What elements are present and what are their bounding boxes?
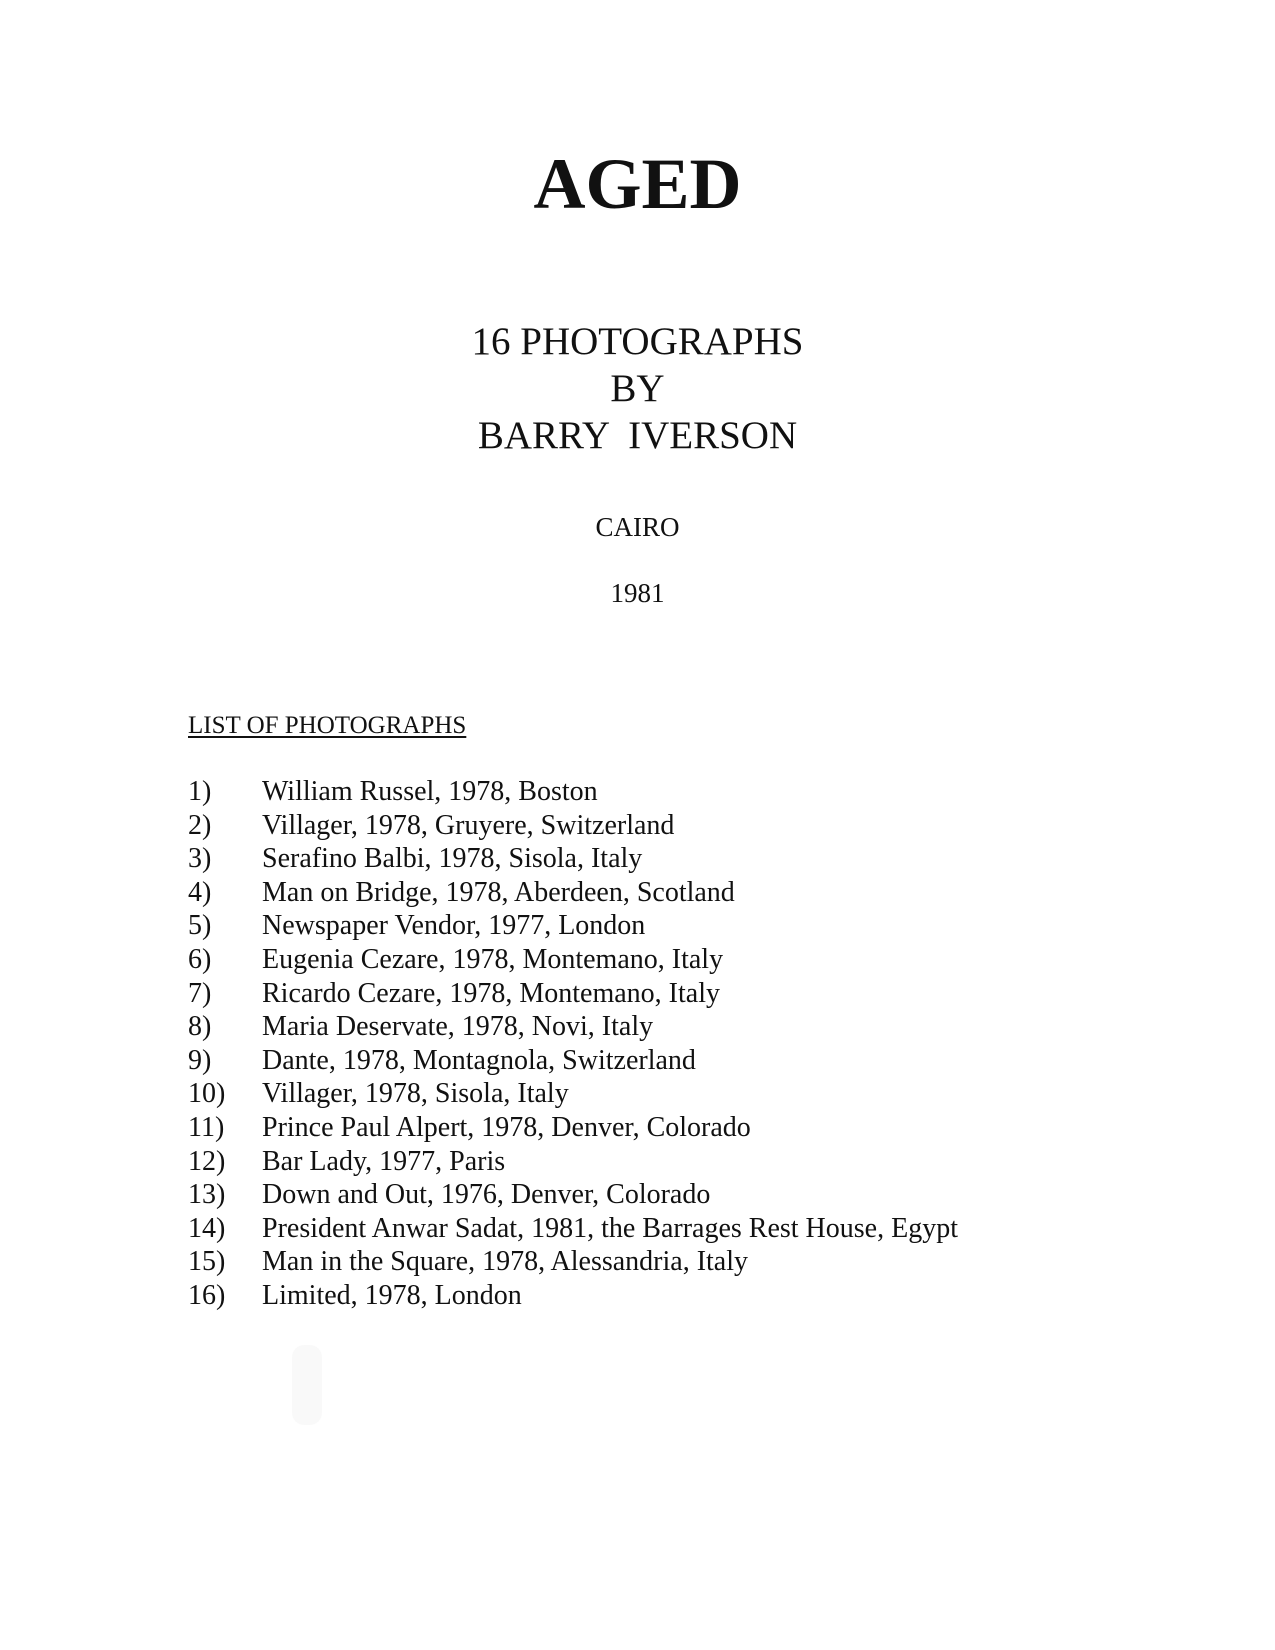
list-item-number: 12) [188, 1145, 226, 1177]
list-item-caption: Down and Out, 1976, Denver, Colorado [262, 1179, 711, 1211]
list-item-number: 7) [188, 977, 212, 1009]
list-item-caption: Eugenia Cezare, 1978, Montemano, Italy [262, 943, 724, 975]
list-item-caption: Villager, 1978, Gruyere, Switzerland [262, 809, 675, 841]
document-title: AGED [533, 144, 742, 224]
subtitle-line-count: 16 PHOTOGRAPHS [471, 320, 804, 363]
list-item [188, 977, 958, 1011]
list-item-number: 10) [188, 1078, 226, 1110]
list-item-number: 4) [188, 876, 212, 908]
list-item [188, 1044, 958, 1078]
list-item [188, 809, 958, 843]
list-item-number: 15) [188, 1246, 226, 1278]
list-item-caption: Bar Lady, 1977, Paris [262, 1145, 506, 1177]
list-item [188, 876, 958, 910]
list-item [188, 1245, 958, 1279]
list-item [188, 775, 958, 809]
list-item-number: 14) [188, 1212, 226, 1244]
list-heading: LIST OF PHOTOGRAPHS [188, 712, 467, 739]
list-item-number: 13) [188, 1179, 226, 1211]
list-item-number: 6) [188, 943, 212, 975]
subtitle-block [0, 318, 1275, 459]
list-item [188, 1145, 958, 1179]
list-item-caption: William Russel, 1978, Boston [262, 776, 598, 807]
list-item-number: 2) [188, 809, 212, 841]
list-item-number: 3) [188, 843, 212, 875]
list-item-caption: Ricardo Cezare, 1978, Montemano, Italy [262, 977, 720, 1009]
list-item [188, 1178, 958, 1212]
list-item-caption: Man on Bridge, 1978, Aberdeen, Scotland [262, 876, 735, 908]
list-item-caption: Serafino Balbi, 1978, Sisola, Italy [262, 843, 643, 875]
list-item [188, 1111, 958, 1145]
subtitle-line-by: BY [610, 367, 665, 410]
photograph-list [188, 775, 958, 1313]
list-item [188, 1279, 958, 1313]
list-item-caption: Newspaper Vendor, 1977, London [262, 910, 646, 942]
list-item [188, 842, 958, 876]
list-item-caption: President Anwar Sadat, 1981, the Barrages Rest House, Egypt [262, 1212, 958, 1244]
scan-smudge [292, 1345, 322, 1425]
list-item-caption: Man in the Square, 1978, Alessandria, Italy [262, 1246, 749, 1278]
list-item-caption: Villager, 1978, Sisola, Italy [262, 1078, 569, 1110]
list-item [188, 943, 958, 977]
list-item-number: 5) [188, 910, 212, 942]
list-item-number: 1) [188, 776, 212, 807]
list-item-caption: Dante, 1978, Montagnola, Switzerland [262, 1044, 696, 1076]
year-label: 1981 [610, 578, 665, 608]
list-item-caption: Maria Deservate, 1978, Novi, Italy [262, 1011, 654, 1043]
list-item-number: 11) [188, 1111, 225, 1143]
subtitle-line-author: BARRY IVERSON [477, 414, 798, 457]
list-item-number: 9) [188, 1044, 212, 1076]
list-item-caption: Prince Paul Alpert, 1978, Denver, Colorado [262, 1111, 751, 1143]
list-item-caption: Limited, 1978, London [262, 1279, 522, 1311]
list-item-number: 8) [188, 1011, 212, 1043]
list-item [188, 1077, 958, 1111]
city-label: CAIRO [595, 512, 680, 542]
list-item-number: 16) [188, 1279, 226, 1311]
list-item [188, 909, 958, 943]
list-item [188, 1010, 958, 1044]
list-item [188, 1212, 958, 1246]
